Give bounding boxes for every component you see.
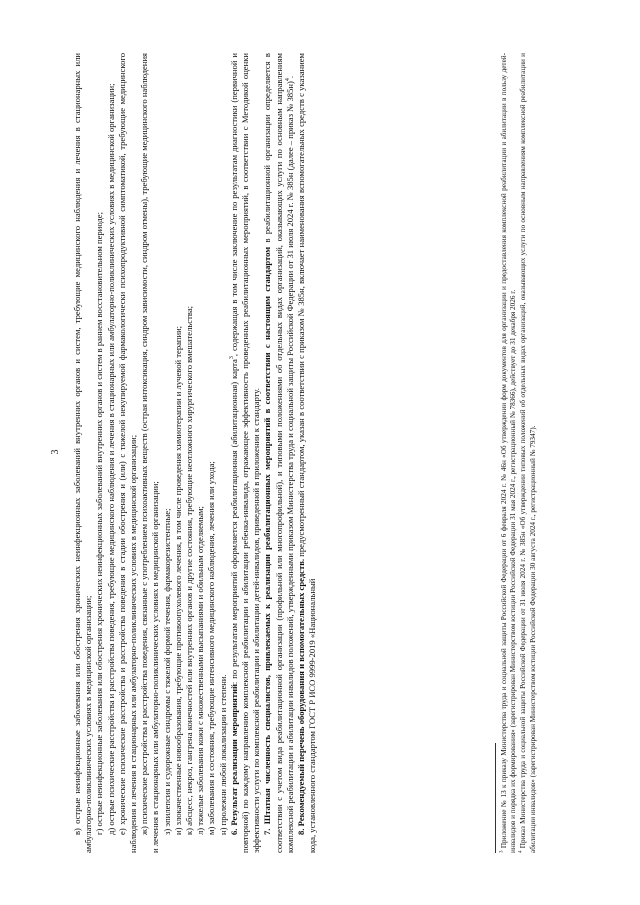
footnote-divider	[495, 743, 496, 853]
footnotes	[500, 53, 539, 853]
section-7	[262, 53, 296, 853]
section-7-text: в реабилитационной организации определяется в соответствии с учетом вида реабилитационной организации (профильной или многопрофильной), и типовыми положениями об отдельных видах организаций, оказывающих услуги по основным направлениям комплексной реабилитации и абилитации инвалидов положений, утвержденными приказом Министерства труда и социальной защиты Российской Федерации от 31 июля 2024 г. № 385н (далее – приказ № 385н)	[262, 52, 295, 853]
main-text	[72, 53, 318, 853]
item-v: в) острые неинфекционные заболевания или обострения хронических неинфекционных заболеваний внутренних органов и систем, требующие медицинского наблюдения и лечения в стационарных или амбулаторно-поликлинических условиях в медицинской организации;	[72, 52, 94, 853]
item-l: л) тяжелые заболевания кожи с множественными высыпаниями и обильным отделяемым;	[195, 505, 206, 835]
item-zh: ж) психические расстройства и расстройства поведения, связанные с употреблением психоактивных веществ (острая интоксикация, синдром зависимости, синдром отмены), требующие медицинского наблюдения и лечения в стационарных или амбулаторно-поликлинических условиях в медицинской организации;	[139, 52, 161, 853]
page-number: 3	[50, 449, 61, 454]
item-d: д) острые психические расстройства и расстройства поведения, требующие медицинского наблюдения и лечения в стационарных или амбулаторно-поликлинических условиях в медицинской организации;	[105, 82, 116, 835]
item-n: н) пролежни любой локализации и степени.	[217, 673, 228, 835]
footnote-3-mark: 3	[499, 849, 505, 853]
footnote-3	[500, 53, 518, 853]
item-m: м) заболевания и состояния, требующие интенсивного медицинского наблюдения, лечения или ухода;	[206, 460, 217, 835]
footnote-3-text: Приложение № 13 к приказу Министерства труда и социальной защиты Российской Федерации от 6 февраля 2024 г. № 46н «Об утверждении форм документов для организации и предоставления комплексной реабилитации и абилитации в пользу детей-инвалидов и порядка их формирования» (зарегистрирован Министерством юстиции Российской Федерации 31 мая 2024 г., регистрационный № 78366), действует до 31 декабря 2026 г.	[500, 52, 518, 853]
footnote-4-text: Приказ Министерства труда и социальной защиты Российской Федерации от 31 июля 2024 г. № 385н «Об утверждении типовых положений об отдельных видах организаций, оказывающих услуги по основным направлениям комплексной реабилитации и абилитации инвалидов» (зарегистрирован Министерством юстиции Российской Федерации 30 августа 2024 г., регистрационный № 79347).	[519, 52, 537, 853]
section-6-text-2: , содержащая в том числе заключение по результатам диагностики (первичной и повторной) по каждому направлению комплексной реабилитации и абилитации ребенка-инвалида, отражающее эффективность проведенных реабилитационных мероприятий, в соответствии с Методикой оценки эффективности услуги по комплексной реабилитации и абилитации детей-инвалидов, приведенной в приложении к стандарту.	[228, 52, 262, 853]
rotated-content	[50, 53, 590, 853]
section-7-heading: 7. Штатная численность специалистов, привлекаемых к реализации реабилитационных мероприятий в соответствии с настоящим стандартом	[262, 246, 273, 835]
item-i: и) злокачественные новообразования, требующие противоопухолевого лечения, в том числе проведения химиотерапии и лучевой терапии;	[172, 325, 183, 835]
section-7-end: .	[284, 75, 295, 78]
section-6-text: : по результатам мероприятий оформляется реабилитационная (абилитационная) карта	[228, 358, 239, 684]
footnote-4	[519, 53, 537, 853]
section-6	[229, 53, 263, 853]
footnote-ref-4: 4	[285, 77, 291, 81]
footnote-ref-3: 3	[228, 355, 235, 359]
section-8-heading: 8. Рекомендуемый перечень оборудования и вспомогательных средств.	[296, 558, 307, 835]
item-e: е) хронические психические расстройства и расстройства поведения в стадии обострения и (или) с тяжелой некупируемой фармакологически психопродуктивной симптоматикой, требующие медицинского наблюдения и лечения в стационарных или амбулаторно-поликлинических условиях в медицинской организации;	[116, 52, 139, 853]
footnote-4-mark: 4	[519, 849, 525, 853]
item-g: г) острые неинфекционные заболевания или обострения хронических неинфекционных заболеваний внутренних органов и систем в раннем восстановительном периоде;	[94, 211, 105, 835]
item-z: з) эпилепсия и судорожные синдромы с тяжелой формой течения, фармакорезистентные;	[161, 508, 172, 835]
section-8-text: предусмотренный стандартом, указан в соответствии с приказом № 385н, включает наименования вспомогательных средств с указанием кода, установленного стандартом ГОСТ Р ИСО 9999-2019 «Национальный	[296, 52, 318, 853]
section-8	[296, 53, 318, 853]
item-k: к) абсцесс, некроз, гангрена конечностей или внутренних органов и другие состояния, требующие неотложного хирургического вмешательства;	[184, 305, 195, 835]
section-6-heading: 6. Результат реализации мероприятий	[228, 683, 239, 835]
